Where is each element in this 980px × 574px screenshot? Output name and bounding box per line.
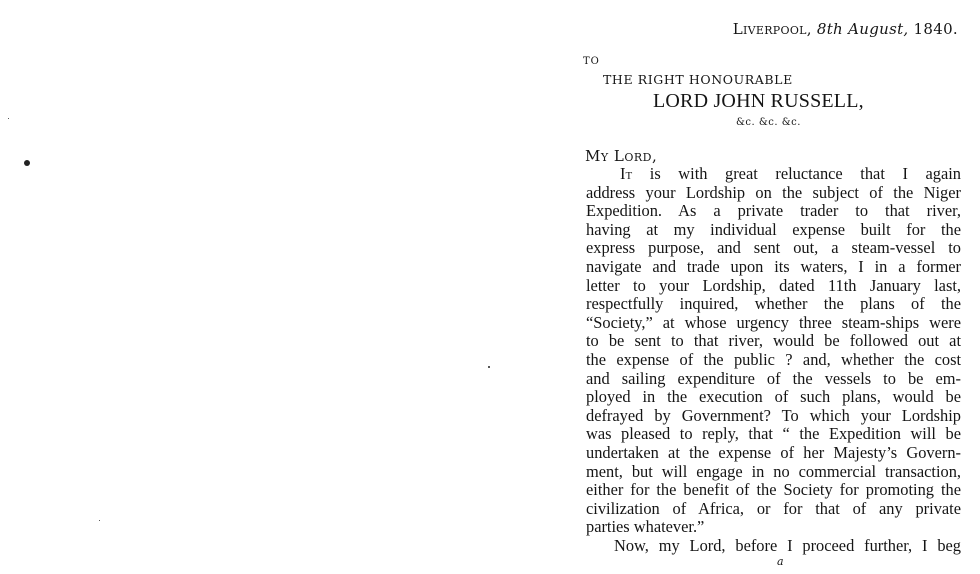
- body-line: “Society,” at whose urgency three steam-ships were: [586, 312, 961, 332]
- body-line: It is with great reluctance that I again: [620, 164, 961, 183]
- body-line: to be sent to that river, would be followed out at: [586, 331, 961, 351]
- dateline: [733, 20, 958, 38]
- body-line: undertaken at the expense of her Majesty’s Govern-: [586, 442, 961, 462]
- body-line: civilization of Africa, or for that of any private: [586, 498, 961, 518]
- dateline-place: Liverpool,: [732, 20, 812, 38]
- salutation: My Lord,: [585, 147, 658, 165]
- body-line: Expedition. As a private trader to that river,: [586, 201, 961, 221]
- body-line: having at my individual expense built for the: [586, 219, 961, 239]
- body-line: and sailing expenditure of the vessels to be em-: [586, 368, 961, 388]
- body-line: ployed in the execution of such plans, would be: [586, 387, 961, 407]
- ink-speck: [488, 366, 490, 368]
- address-to: TO: [583, 56, 600, 67]
- body-line: navigate and trade upon its waters, I in a former: [586, 256, 961, 276]
- dateline-month: August,: [848, 20, 909, 38]
- body-line: respectfully inquired, whether the plans of the: [586, 294, 961, 314]
- body-line: defrayed by Government? To which your Lordship: [586, 405, 961, 425]
- address-etcetera: &c. &c. &c.: [736, 117, 801, 128]
- body-line: letter to your Lordship, dated 11th January last,: [586, 275, 961, 295]
- dateline-day: 8th: [816, 20, 844, 38]
- ink-speck: [8, 118, 9, 119]
- body-line: Now, my Lord, before I proceed further, I beg: [614, 535, 961, 555]
- body-line: ment, but will engage in no commercial transaction,: [586, 461, 961, 481]
- body-line: express purpose, and sent out, a steam-vessel to: [586, 238, 961, 258]
- letter-body: [586, 165, 961, 555]
- body-line: parties whatever.”: [586, 517, 705, 537]
- body-line: either for the benefit of the Society for promoting the: [586, 480, 961, 500]
- address-honourable: THE RIGHT HONOURABLE: [603, 72, 793, 87]
- body-line: address your Lordship on the subject of the Niger: [586, 182, 961, 202]
- body-line: was pleased to reply, that “ the Expedition will be: [586, 424, 961, 444]
- letter-page: [580, 0, 970, 574]
- dateline-year: 1840.: [913, 20, 958, 38]
- ink-speck: [99, 520, 100, 521]
- ink-speck: [24, 160, 30, 166]
- opening-word: It: [620, 164, 633, 183]
- address-recipient-name: LORD JOHN RUSSELL,: [653, 90, 864, 112]
- body-line: the expense of the public ? and, whether the cost: [586, 349, 961, 369]
- signature-mark: a: [777, 555, 784, 568]
